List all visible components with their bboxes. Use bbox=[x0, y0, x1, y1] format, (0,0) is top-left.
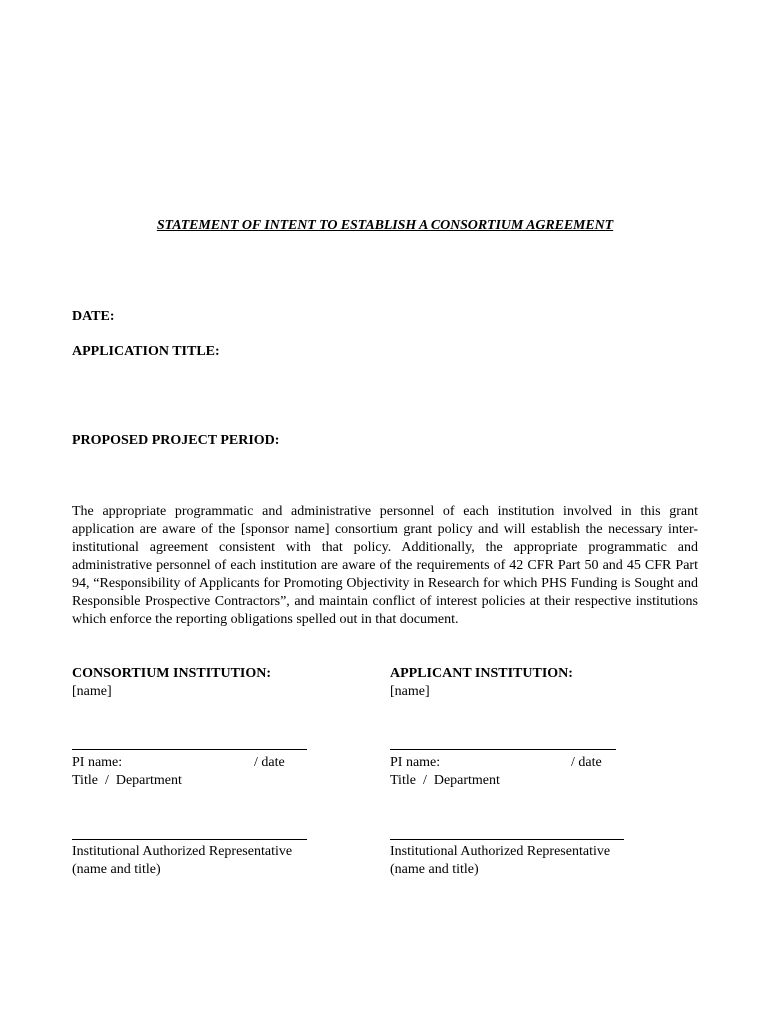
applicant-name: [name] bbox=[390, 684, 430, 699]
applicant-title-department: Title / Department bbox=[390, 773, 500, 788]
consortium-pi-date-label: / date bbox=[254, 755, 285, 770]
consortium-pi-label: PI name: bbox=[72, 755, 123, 770]
applicant-rep-label: Institutional Authorized Representative bbox=[390, 844, 611, 859]
consortium-rep-sub: (name and title) bbox=[72, 862, 161, 877]
applicant-pi-label: PI name: bbox=[390, 755, 441, 770]
document-title: STATEMENT OF INTENT TO ESTABLISH A CONSORTIUM AGREEMENT bbox=[156, 218, 614, 233]
consortium-rep-label: Institutional Authorized Representative bbox=[72, 844, 293, 859]
project-period-label: PROPOSED PROJECT PERIOD: bbox=[72, 433, 280, 448]
applicant-heading: APPLICANT INSTITUTION: bbox=[390, 666, 573, 681]
applicant-rep-signature-line bbox=[390, 839, 624, 840]
consortium-name: [name] bbox=[72, 684, 112, 699]
consortium-title-department: Title / Department bbox=[72, 773, 182, 788]
consortium-heading: CONSORTIUM INSTITUTION: bbox=[72, 666, 272, 681]
consortium-pi-signature-line bbox=[72, 749, 307, 750]
application-title-label: APPLICATION TITLE: bbox=[72, 344, 220, 359]
applicant-pi-signature-line bbox=[390, 749, 616, 750]
applicant-pi-date-label: / date bbox=[571, 755, 602, 770]
date-label: DATE: bbox=[72, 309, 115, 324]
body-paragraph: The appropriate programmatic and administrative personnel of each institution involved in this grant application are aware of the [sponsor name] consortium grant policy and will establish the necessary inter-institutional agreement consistent with that policy. Additionally, the appropriate programmatic and administrative personnel of each institution are aware of the requirements of 42 CFR Part 50 and 45 CFR Part 94, “Responsibility of Applicants for Promoting Objectivity in Research for which PHS Funding is Sought and Responsible Prospective Contractors”, and maintain conflict of interest policies at their respective institutions which enforce the reporting obligations spelled out in that document. bbox=[72, 504, 698, 627]
consortium-rep-signature-line bbox=[72, 839, 307, 840]
applicant-rep-sub: (name and title) bbox=[390, 862, 479, 877]
